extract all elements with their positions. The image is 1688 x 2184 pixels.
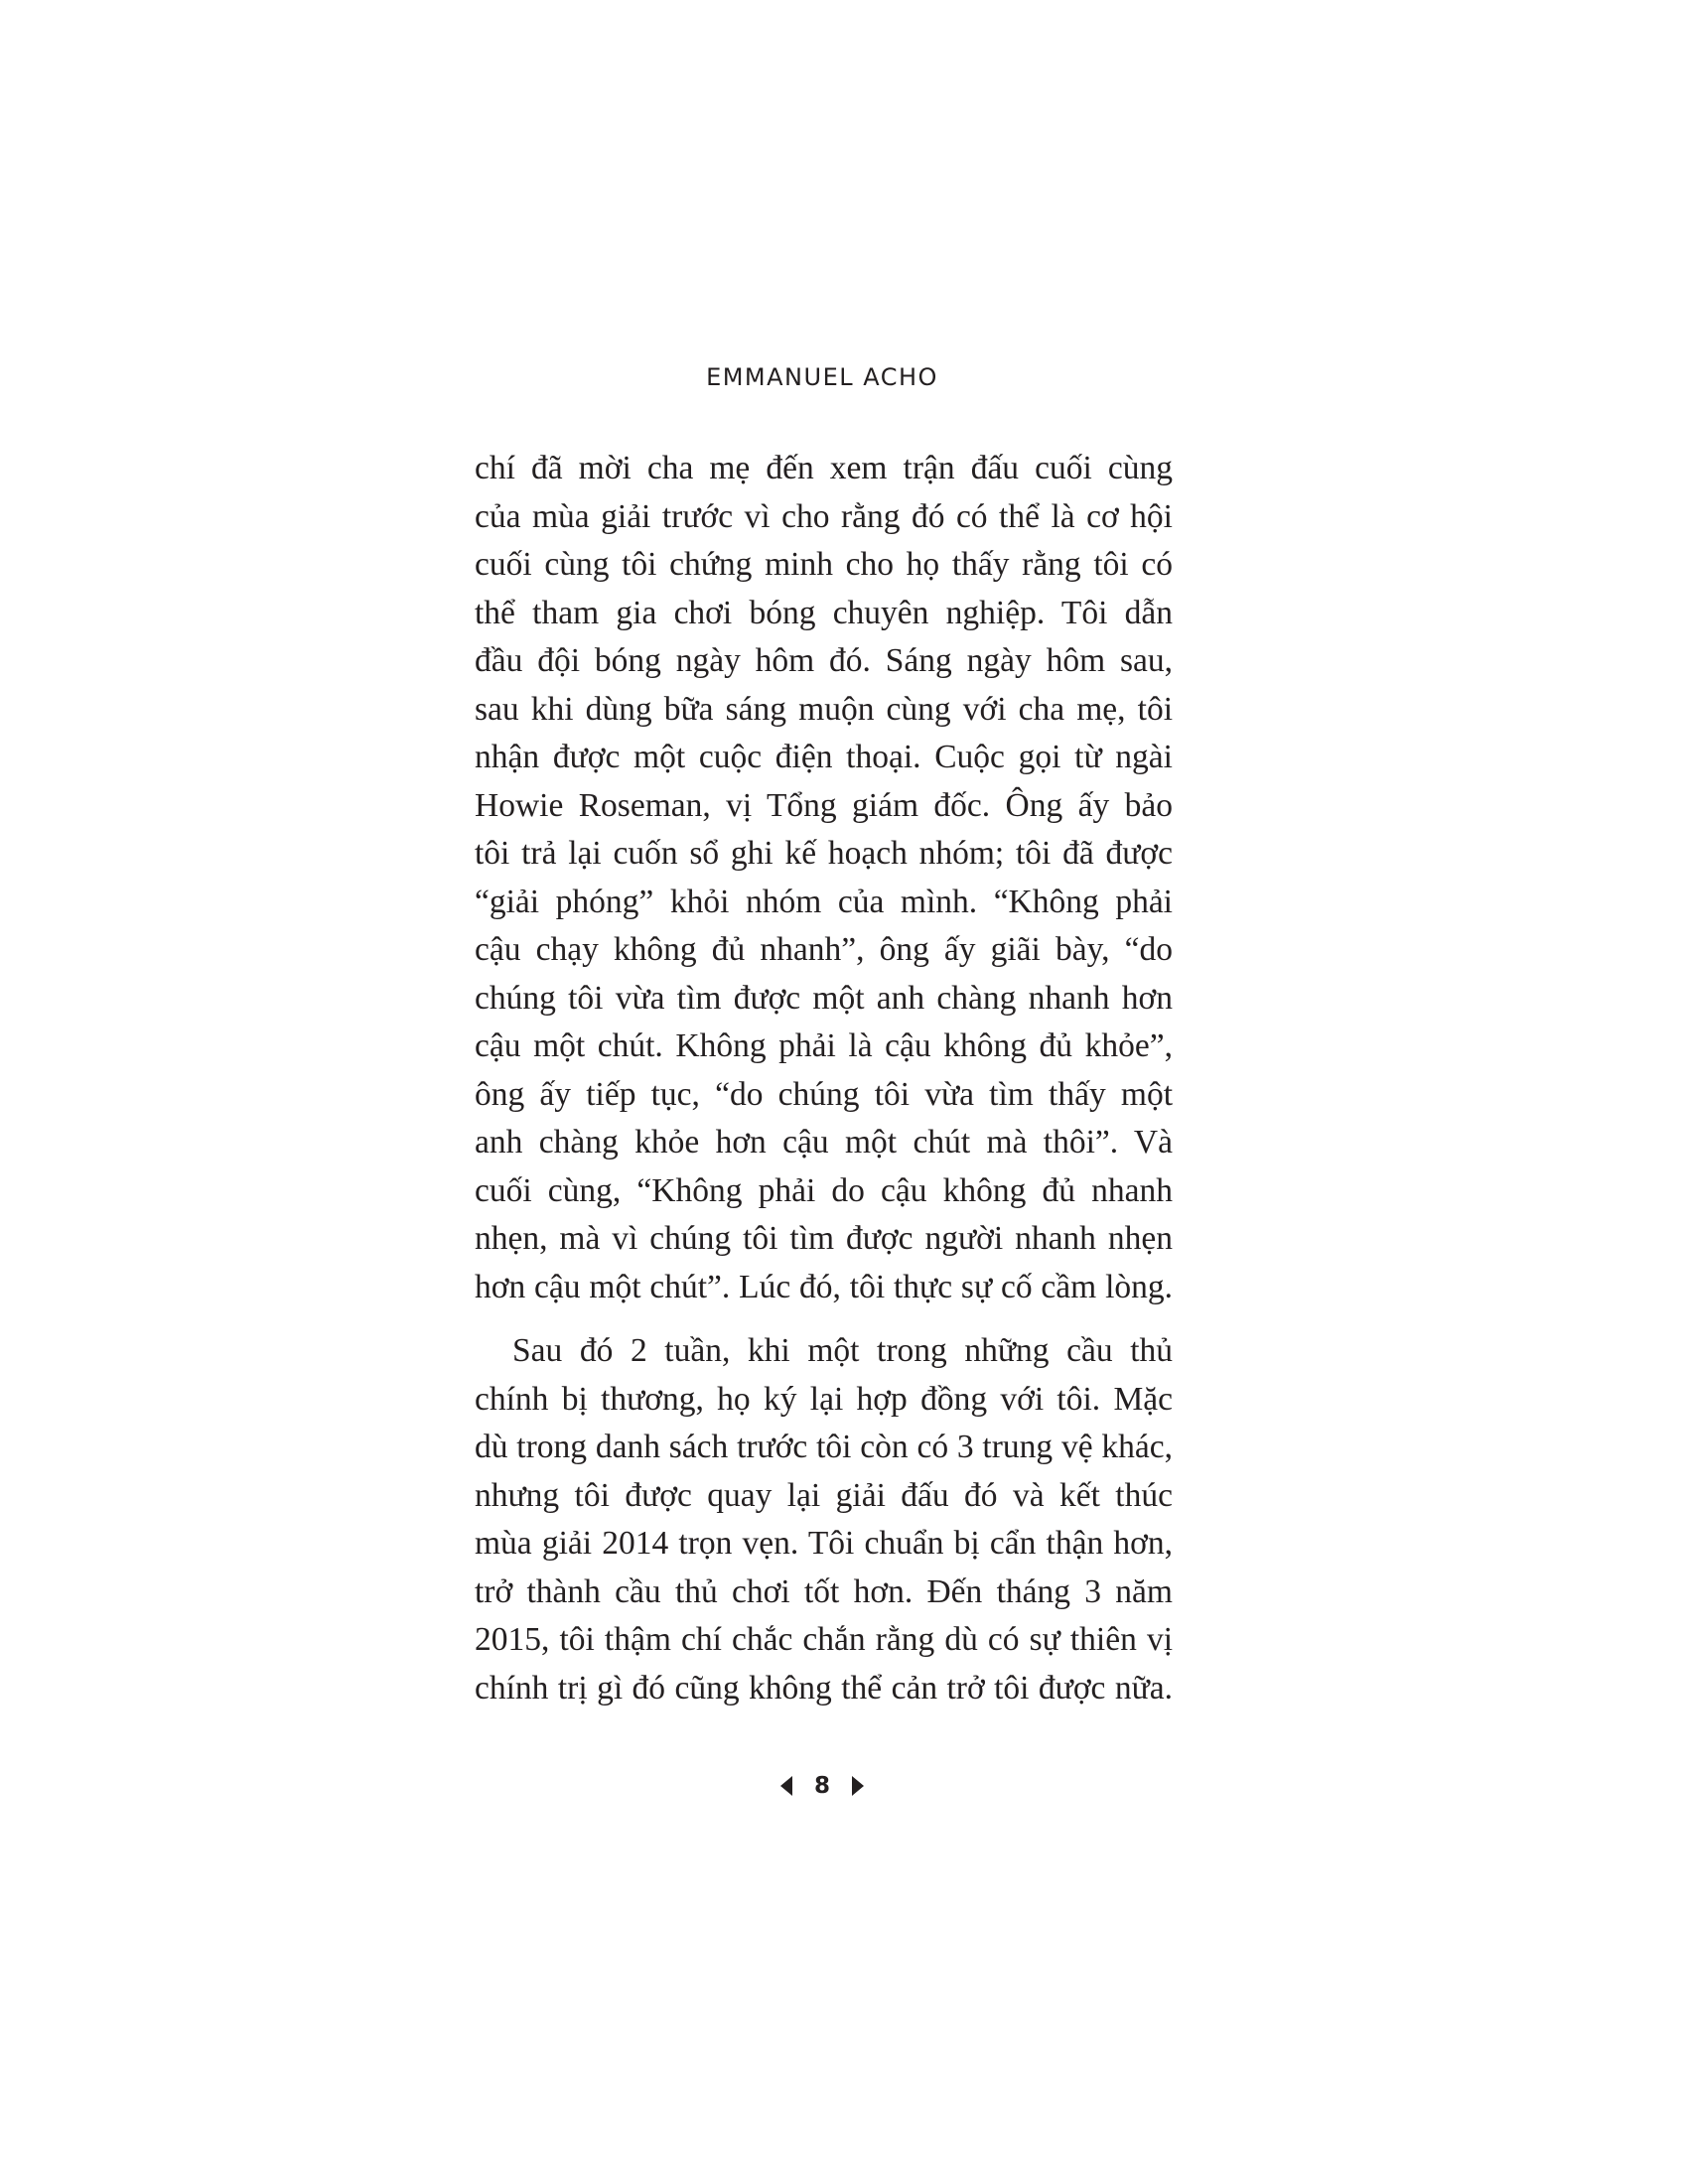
text-line: chúng tôi vừa tìm được một anh chàng nhanh hơn [475, 979, 1173, 1017]
text-line: ông ấy tiếp tục, “do chúng tôi vừa tìm thấy một [475, 1075, 1173, 1113]
text-line: trở thành cầu thủ chơi tốt hơn. Đến tháng 3 năm [475, 1572, 1173, 1610]
text-line: 2015, tôi thậm chí chắc chắn rằng dù có sự thiên vị [475, 1621, 1173, 1658]
page-footer [0, 1768, 1644, 1804]
text-line: nhưng tôi được quay lại giải đấu đó và kết thúc [475, 1476, 1173, 1514]
running-header-author: EMMANUEL ACHO [706, 363, 938, 391]
text-line: cậu chạy không đủ nhanh”, ông ấy giãi bày, “do [475, 931, 1173, 968]
text-line: tôi trả lại cuốn sổ ghi kế hoạch nhóm; tôi đã được [475, 835, 1173, 872]
triangle-right-icon [852, 1776, 864, 1796]
paragraph-spacer [475, 1311, 1173, 1327]
paragraph-2 [475, 1327, 1173, 1712]
text-line: đầu đội bóng ngày hôm đó. Sáng ngày hôm sau, [475, 642, 1173, 679]
triangle-left-icon [780, 1776, 792, 1796]
text-line: nhẹn, mà vì chúng tôi tìm được người nhanh nhẹn [475, 1220, 1173, 1257]
text-line: thể tham gia chơi bóng chuyên nghiệp. Tôi dẫn [475, 594, 1173, 631]
text-line: Howie Roseman, vị Tổng giám đốc. Ông ấy bảo [475, 786, 1173, 824]
text-line: nhận được một cuộc điện thoại. Cuộc gọi từ ngài [475, 739, 1173, 775]
page-number: 8 [813, 1773, 830, 1799]
text-line: của mùa giải trước vì cho rằng đó có thể là cơ hội [475, 497, 1173, 535]
text-line: chí đã mời cha mẹ đến xem trận đấu cuối cùng [475, 450, 1173, 486]
text-line: hơn cậu một chút”. Lúc đó, tôi thực sự cố cầm lòng. [475, 1268, 1173, 1305]
text-line: Sau đó 2 tuần, khi một trong những cầu thủ [512, 1332, 1173, 1369]
text-line: sau khi dùng bữa sáng muộn cùng với cha mẹ, tôi [475, 690, 1173, 728]
body-text [475, 445, 1173, 1712]
text-line: anh chàng khỏe hơn cậu một chút mà thôi”. Và [475, 1124, 1173, 1160]
text-line: chính trị gì đó cũng không thể cản trở tôi được nữa. [475, 1669, 1173, 1706]
text-line: dù trong danh sách trước tôi còn có 3 trung vệ khác, [475, 1429, 1173, 1465]
text-line: cậu một chút. Không phải là cậu không đủ khỏe”, [475, 1027, 1173, 1064]
text-line: “giải phóng” khỏi nhóm của mình. “Không phải [475, 883, 1173, 920]
text-line: chính bị thương, họ ký lại hợp đồng với tôi. Mặc [475, 1380, 1173, 1418]
text-line: cuối cùng tôi chứng minh cho họ thấy rằng tôi có [475, 546, 1173, 583]
text-line: cuối cùng, “Không phải do cậu không đủ nhanh [475, 1171, 1173, 1209]
paragraph-1 [475, 445, 1173, 1311]
text-line: mùa giải 2014 trọn vẹn. Tôi chuẩn bị cẩn thận hơn, [475, 1525, 1173, 1562]
